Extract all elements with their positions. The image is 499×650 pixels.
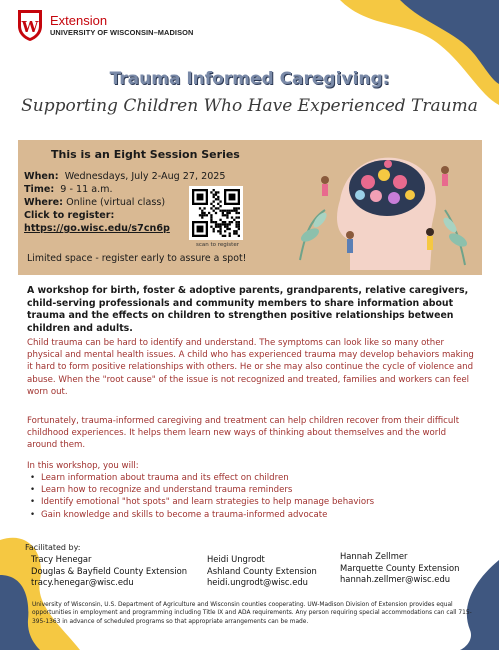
disclaimer: University of Wisconsin, U.S. Department of Agriculture and Wisconsin counties cooperating. UW-Madison Division of Extension provides equal opportunities in employment and programming including Title IX and ADA requirements. Any person requiring special accommodations can call 715-395-1363 in advance of scheduled programs so that appropriate arrangements can be made. — [32, 602, 472, 625]
facilitator-name: Hannah Zellmer — [340, 551, 408, 561]
extension-logo[interactable] — [16, 8, 193, 42]
when-label: When: — [24, 171, 59, 182]
crest-letter: W — [21, 18, 39, 36]
register-label: Click to register: — [24, 210, 115, 221]
facilitator-email[interactable]: hannah.zellmer@wisc.edu — [340, 574, 451, 584]
list-item: • Identify emotional "hot spots" and learn strategies to help manage behaviors — [27, 496, 467, 508]
facilitator-card — [207, 554, 317, 589]
list-item: • Learn how to recognize and understand trauma reminders — [27, 484, 467, 496]
top-right-blob — [330, 0, 499, 110]
facilitator-name: Heidi Ungrodt — [207, 554, 265, 564]
facilitator-office: Douglas & Bayfield County Extension — [31, 565, 188, 576]
facilitator-email[interactable]: heidi.ungrodt@wisc.edu — [207, 577, 308, 587]
facilitator-office: Ashland County Extension — [207, 565, 317, 576]
uw-crest-icon — [16, 8, 44, 42]
paragraph-fortunately: Fortunately, trauma-informed caregiving and treatment can help children recover from their difficult childhood experiences. It helps them learn new ways of thinking about themselves and the world around them. — [27, 416, 460, 451]
time-label: Time: — [24, 184, 55, 195]
list-item: • Gain knowledge and skills to become a trauma-informed advocate — [27, 509, 467, 521]
time-value: 9 - 11 a.m. — [60, 184, 113, 195]
facilitator-email[interactable]: tracy.henegar@wisc.edu — [31, 577, 134, 587]
scan-caption: scan to register — [196, 242, 239, 248]
paragraph-child-trauma: Child trauma can be hard to identify and understand. The symptoms can look like so many other physical and mental health issues. A child who has experienced trauma may develop behaviors making it hard to form positive relationships with others. He or she may also continue the cycle of violence and abuse. When the "root cause" of the issue is not recognized and treated, families and workers can feel worn out. — [27, 338, 474, 397]
list-item: • Learn information about trauma and its effect on children — [27, 472, 467, 484]
series-heading: This is an Eight Session Series — [51, 148, 240, 161]
event-banner — [18, 140, 482, 275]
limited-space-notice: Limited space - register early to assure a spot! — [27, 253, 247, 264]
where-value: Online (virtual class) — [66, 197, 166, 208]
register-link[interactable]: https://go.wisc.edu/s7cn6p — [24, 223, 170, 234]
workshop-goals-list — [27, 472, 467, 521]
qr-code-icon[interactable] — [189, 186, 243, 240]
where-label: Where: — [24, 197, 63, 208]
brain-flowers-illustration — [280, 140, 482, 275]
paragraph-workshop-intro: In this workshop, you will: — [27, 461, 139, 471]
university-name: UNIVERSITY OF WISCONSIN–MADISON — [50, 27, 194, 37]
when-value: Wednesdays, July 2-Aug 27, 2025 — [64, 171, 226, 182]
facilitator-office: Marquette County Extension — [340, 562, 460, 573]
page-subtitle: Supporting Children Who Have Experienced Trauma — [21, 96, 478, 116]
facilitated-by-heading: Facilitated by: — [25, 543, 81, 552]
facilitator-card — [340, 551, 459, 586]
page-title: Trauma Informed Caregiving: — [109, 69, 390, 89]
brand-name: Extension — [50, 12, 108, 28]
workshop-lead: A workshop for birth, foster & adoptive parents, grandparents, relative caregivers, child-serving professionals and community members to share information about trauma and the effects on children to strengthen positive relationships between children and adults. — [27, 285, 469, 334]
facilitator-name: Tracy Henegar — [31, 554, 92, 564]
facilitator-card — [31, 554, 187, 589]
